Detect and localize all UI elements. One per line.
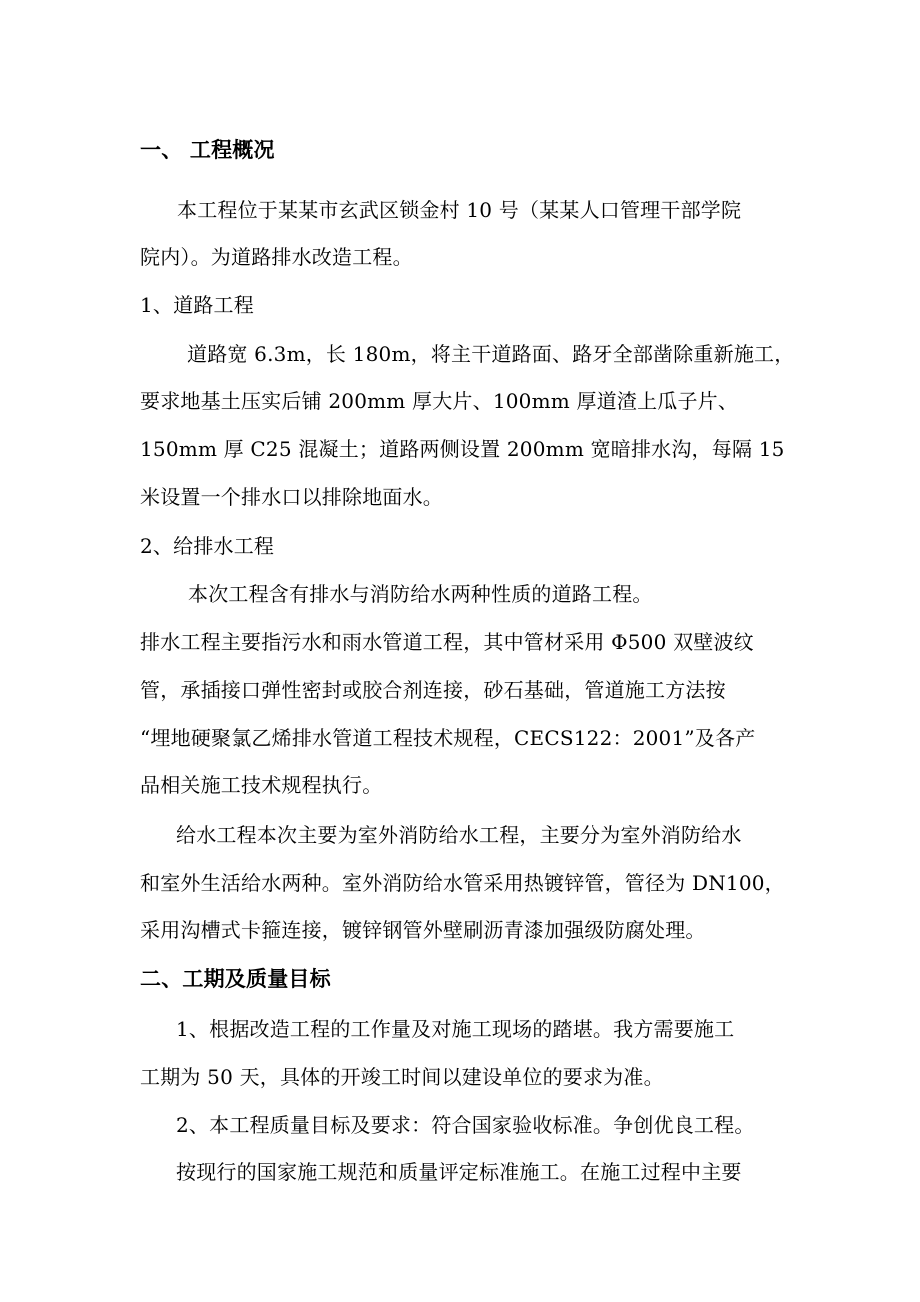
paragraph-line: 1、根据改造工程的工作量及对施工现场的踏堪。我方需要施工 (176, 1017, 735, 1041)
paragraph-line: “埋地硬聚氯乙烯排水管道工程技术规程，CECS122：2001”及各产 (140, 726, 756, 750)
paragraph-line: 要求地基土压实后铺 200mm 厚大片、100mm 厚道渣上瓜子片、 (140, 389, 739, 413)
paragraph-line: 管，承插接口弹性密封或胶合剂连接，砂石基础，管道施工方法按 (140, 678, 726, 702)
subheading-water-works: 2、给排水工程 (140, 534, 275, 558)
paragraph-line: 院内）。为道路排水改造工程。 (140, 245, 413, 269)
heading-schedule-quality: 二、工期及质量目标 (140, 967, 331, 991)
paragraph-line: 排水工程主要指污水和雨水管道工程，其中管材采用 Φ500 双壁波纹 (140, 630, 754, 654)
paragraph-line: 米设置一个排水口以排除地面水。 (140, 485, 443, 509)
paragraph-line: 工期为 50 天，具体的开竣工时间以建设单位的要求为准。 (140, 1065, 664, 1089)
paragraph-line: 品相关施工技术规程执行。 (140, 773, 383, 797)
paragraph-line: 2、本工程质量目标及要求：符合国家验收标准。争创优良工程。 (176, 1113, 755, 1137)
subheading-road-works: 1、道路工程 (140, 293, 254, 317)
heading-project-overview: 一、 工程概况 (140, 138, 275, 162)
paragraph-line: 150mm 厚 C25 混凝土；道路两侧设置 200mm 宽暗排水沟，每隔 15 (140, 437, 785, 461)
paragraph-line: 本次工程含有排水与消防给水两种性质的道路工程。 (188, 582, 653, 606)
paragraph-line: 按现行的国家施工规范和质量评定标准施工。在施工过程中主要 (176, 1160, 742, 1184)
paragraph-line: 给水工程本次主要为室外消防给水工程，主要分为室外消防给水 (176, 823, 742, 847)
paragraph-line: 道路宽 6.3m，长 180m，将主干道路面、路牙全部凿除重新施工， (187, 342, 795, 366)
paragraph-line: 本工程位于某某市玄武区锁金村 10 号（某某人口管理干部学院 (177, 198, 742, 222)
paragraph-line: 采用沟槽式卡箍连接，镀锌钢管外壁刷沥青漆加强级防腐处理。 (140, 918, 706, 942)
paragraph-line: 和室外生活给水两种。室外消防给水管采用热镀锌管，管径为 DN100， (140, 871, 785, 895)
